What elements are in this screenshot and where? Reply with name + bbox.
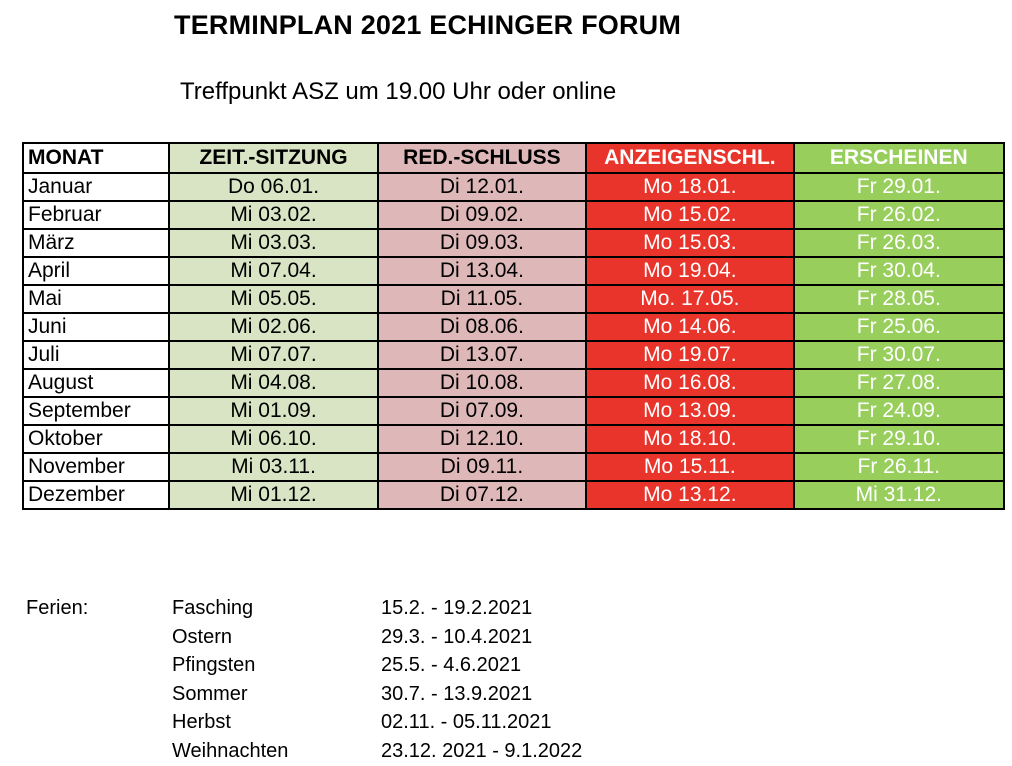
list-item: [172, 594, 612, 623]
ferien-name: Fasching: [172, 597, 254, 619]
cell-monat: Juli: [23, 341, 169, 369]
ferien-label: Ferien:: [26, 597, 89, 619]
cell-red-schluss: Di 13.04.: [378, 257, 586, 285]
ferien-list: [172, 594, 612, 766]
table-row: [23, 313, 1004, 341]
table-row: [23, 173, 1004, 201]
header-red-schluss: RED.-SCHLUSS: [378, 143, 586, 173]
list-item: [172, 680, 612, 709]
table-row: [23, 341, 1004, 369]
cell-anzeigenschluss: Mo 15.11.: [586, 453, 793, 481]
cell-monat: September: [23, 397, 169, 425]
cell-red-schluss: Di 10.08.: [378, 369, 586, 397]
cell-monat: November: [23, 453, 169, 481]
cell-anzeigenschluss: Mo 18.01.: [586, 173, 793, 201]
cell-monat: Januar: [23, 173, 169, 201]
ferien-name: Herbst: [172, 711, 231, 734]
cell-erscheinen: Fr 26.03.: [794, 229, 1004, 257]
list-item: [172, 708, 612, 737]
cell-anzeigenschluss: Mo 13.12.: [586, 481, 793, 509]
cell-erscheinen: Fr 30.04.: [794, 257, 1004, 285]
table-row: [23, 285, 1004, 313]
ferien-dates: 25.5. - 4.6.2021: [381, 654, 522, 677]
cell-monat: Februar: [23, 201, 169, 229]
table-row: [23, 257, 1004, 285]
table-row: [23, 481, 1004, 509]
cell-monat: Oktober: [23, 425, 169, 453]
cell-erscheinen: Fr 26.02.: [794, 201, 1004, 229]
cell-erscheinen: Fr 24.09.: [794, 397, 1004, 425]
cell-red-schluss: Di 07.09.: [378, 397, 586, 425]
cell-red-schluss: Di 11.05.: [378, 285, 586, 313]
cell-erscheinen: Mi 31.12.: [794, 481, 1004, 509]
cell-zeit-sitzung: Mi 07.04.: [169, 257, 377, 285]
cell-erscheinen: Fr 25.06.: [794, 313, 1004, 341]
cell-monat: Juni: [23, 313, 169, 341]
cell-anzeigenschluss: Mo 19.07.: [586, 341, 793, 369]
cell-monat: Mai: [23, 285, 169, 313]
table-row: [23, 229, 1004, 257]
list-item: [172, 737, 612, 766]
cell-monat: April: [23, 257, 169, 285]
table-header-row: [23, 143, 1004, 173]
table-row: [23, 201, 1004, 229]
ferien-dates: 15.2. - 19.2.2021: [381, 597, 533, 619]
header-erscheinen: ERSCHEINEN: [794, 143, 1004, 173]
cell-anzeigenschluss: Mo. 17.05.: [586, 285, 793, 313]
header-zeit-sitzung: ZEIT.-SITZUNG: [169, 143, 377, 173]
cell-zeit-sitzung: Mi 06.10.: [169, 425, 377, 453]
cell-zeit-sitzung: Mi 03.11.: [169, 453, 377, 481]
cell-zeit-sitzung: Mi 01.12.: [169, 481, 377, 509]
cell-zeit-sitzung: Mi 01.09.: [169, 397, 377, 425]
ferien-dates: 29.3. - 10.4.2021: [381, 625, 533, 648]
header-monat: MONAT: [23, 143, 169, 173]
cell-red-schluss: Di 08.06.: [378, 313, 586, 341]
cell-monat: August: [23, 369, 169, 397]
list-item: [172, 623, 612, 652]
cell-zeit-sitzung: Do 06.01.: [169, 173, 377, 201]
cell-erscheinen: Fr 28.05.: [794, 285, 1004, 313]
cell-monat: März: [23, 229, 169, 257]
ferien-dates: 02.11. - 05.11.2021: [381, 711, 552, 734]
ferien-name: Pfingsten: [172, 654, 256, 677]
cell-red-schluss: Di 13.07.: [378, 341, 586, 369]
list-item: [172, 651, 612, 680]
cell-monat: Dezember: [23, 481, 169, 509]
table-row: [23, 453, 1004, 481]
table-row: [23, 425, 1004, 453]
cell-red-schluss: Di 12.01.: [378, 173, 586, 201]
cell-anzeigenschluss: Mo 19.04.: [586, 257, 793, 285]
ferien-name: Sommer: [172, 682, 248, 705]
cell-anzeigenschluss: Mo 16.08.: [586, 369, 793, 397]
page-subtitle: Treffpunkt ASZ um 19.00 Uhr oder online: [180, 78, 617, 105]
cell-zeit-sitzung: Mi 05.05.: [169, 285, 377, 313]
cell-red-schluss: Di 09.11.: [378, 453, 586, 481]
page-title: TERMINPLAN 2021 ECHINGER FORUM: [174, 10, 682, 40]
schedule-table: [22, 142, 1005, 510]
cell-anzeigenschluss: Mo 15.03.: [586, 229, 793, 257]
cell-red-schluss: Di 09.03.: [378, 229, 586, 257]
cell-erscheinen: Fr 26.11.: [794, 453, 1004, 481]
cell-zeit-sitzung: Mi 07.07.: [169, 341, 377, 369]
cell-erscheinen: Fr 30.07.: [794, 341, 1004, 369]
ferien-dates: 23.12. 2021 - 9.1.2022: [381, 739, 583, 762]
cell-zeit-sitzung: Mi 03.03.: [169, 229, 377, 257]
cell-zeit-sitzung: Mi 04.08.: [169, 369, 377, 397]
cell-anzeigenschluss: Mo 14.06.: [586, 313, 793, 341]
cell-red-schluss: Di 07.12.: [378, 481, 586, 509]
cell-erscheinen: Fr 29.10.: [794, 425, 1004, 453]
table-row: [23, 397, 1004, 425]
cell-zeit-sitzung: Mi 02.06.: [169, 313, 377, 341]
cell-zeit-sitzung: Mi 03.02.: [169, 201, 377, 229]
table-row: [23, 369, 1004, 397]
cell-red-schluss: Di 12.10.: [378, 425, 586, 453]
table-body: [23, 173, 1004, 509]
cell-erscheinen: Fr 29.01.: [794, 173, 1004, 201]
ferien-dates: 30.7. - 13.9.2021: [381, 682, 533, 705]
cell-anzeigenschluss: Mo 15.02.: [586, 201, 793, 229]
header-anzeigenschluss: ANZEIGENSCHL.: [586, 143, 793, 173]
cell-anzeigenschluss: Mo 18.10.: [586, 425, 793, 453]
cell-anzeigenschluss: Mo 13.09.: [586, 397, 793, 425]
cell-red-schluss: Di 09.02.: [378, 201, 586, 229]
ferien-name: Ostern: [172, 625, 233, 648]
ferien-name: Weihnachten: [172, 739, 289, 762]
cell-erscheinen: Fr 27.08.: [794, 369, 1004, 397]
